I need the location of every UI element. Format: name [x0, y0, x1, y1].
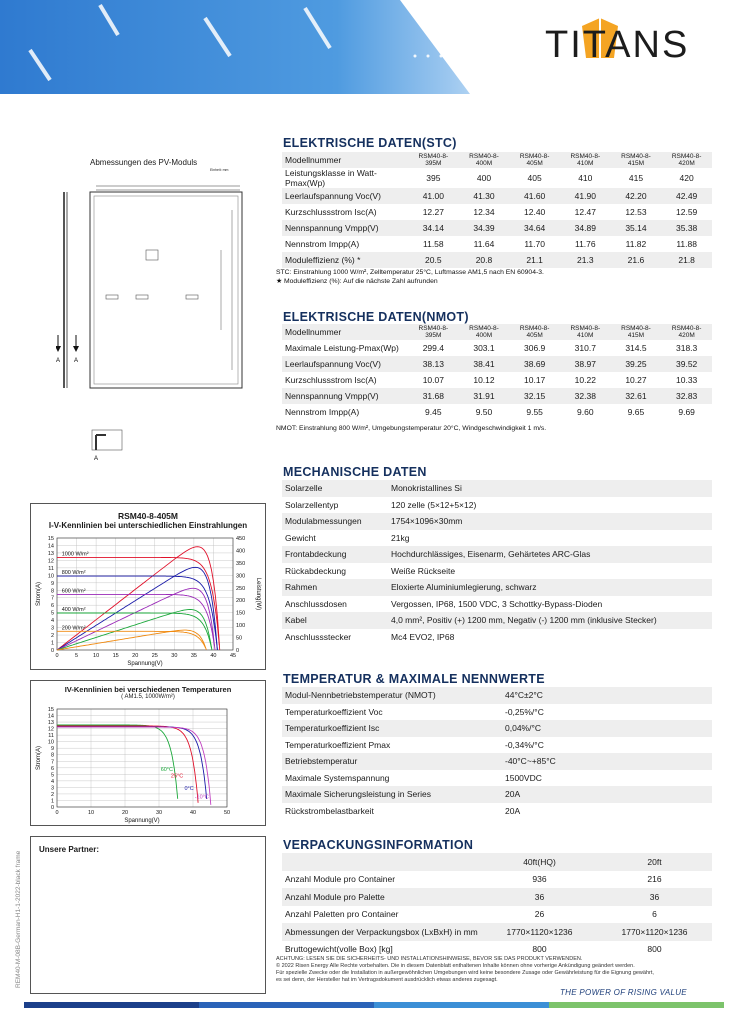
row-value: 21.3 [560, 252, 611, 268]
row-value: 41.00 [408, 188, 459, 204]
row-label: Anzahl Paletten pro Container [285, 909, 399, 920]
stc-note-2: ★ Moduleffizienz (%): Auf die nächste Zahl aufrunden [276, 278, 438, 285]
table-row [282, 579, 712, 596]
row-label: Maximale Sicherungsleistung in Series [282, 786, 502, 803]
row-label: Rückstrombelastbarkeit [285, 805, 374, 816]
row-value: 10.17 [509, 372, 560, 388]
row-value: 9.69 [661, 404, 712, 420]
row-value: 38.13 [408, 356, 459, 372]
x-tick-label: 30 [155, 810, 163, 816]
table-row [282, 152, 712, 168]
row-value: 32.15 [509, 388, 560, 404]
x-tick-label: 5 [75, 653, 79, 659]
chart2-plot [31, 701, 267, 827]
svg-text:A: A [56, 358, 61, 364]
packaging-table [282, 853, 712, 958]
table-row [282, 372, 712, 388]
footer-color-bar [24, 1002, 724, 1008]
stc-note-1: STC: Einstrahlung 1000 W/m², Zelltemperatur 25°C, Luftmasse AM1,5 nach EN 60904-3. [276, 269, 544, 276]
row-value: 21.1 [509, 252, 560, 268]
table-row [282, 324, 712, 340]
table-row [282, 188, 712, 204]
row-label: Solarzelle [282, 480, 388, 497]
row-value: 1770×1120×1236 [482, 923, 597, 941]
chart1-subtitle: I-V-Kennlinien bei unterschiedlichen Einstrahlungen [48, 521, 248, 530]
svg-text:A: A [74, 358, 79, 364]
row-value: 9.45 [408, 404, 459, 420]
row-value: RSM40-8-405M [509, 324, 560, 340]
y-tick-label: 15 [47, 536, 54, 542]
row-value: Weiße Rückseite [391, 565, 456, 576]
nmot-note: NMOT: Einstrahlung 800 W/m², Umgebungstemperatur 20°C, Windgeschwindigkeit 1 m/s. [276, 425, 547, 432]
table-row [282, 753, 712, 770]
legal-notice [276, 956, 706, 984]
row-value: Mc4 EVO2, IP68 [391, 631, 455, 642]
row-label: Nennstrom Impp(A) [282, 236, 408, 252]
row-value: 34.14 [408, 220, 459, 236]
row-label: Leistungsklasse in Watt-Pmax(Wp) [282, 168, 408, 188]
row-label: Modellnummer [282, 324, 408, 340]
module-outline-svg [56, 150, 252, 470]
irradiance-label: 600 W/m² [61, 588, 86, 595]
chart1-plot [31, 530, 267, 672]
packaging-title: VERPACKUNGSINFORMATION [283, 838, 474, 852]
row-value: 120 zelle (5×12+5×12) [391, 499, 477, 510]
legal-line-2: © 2022 Risen Energy Alle Rechte vorbehalten. Die in diesem Datenblatt enthaltenen Inhalte können ohne vorherige Ankündigung geändert werden. [276, 963, 635, 969]
row-value: 12.59 [661, 204, 712, 220]
row-value: 12.34 [459, 204, 510, 220]
brand-slogan: THE POWER OF RISING VALUE [560, 988, 687, 997]
row-value: 936 [532, 874, 547, 885]
legal-line-3: Für spezielle Zwecke oder die Installation in außergewöhnlichen Umgebungen wird keine besondere Zusage oder Gewährleistung für die Eignung gewährt, [276, 970, 654, 976]
mechanical-table [282, 480, 712, 645]
row-value: RSM40-8-400M [459, 324, 510, 340]
table-row [282, 704, 712, 721]
row-label: Modul-Nennbetriebstemperatur (NMOT) [282, 687, 502, 704]
table-row [282, 888, 712, 906]
row-value: 10.12 [459, 372, 510, 388]
row-label: Nennspannung Vmpp(V) [282, 220, 408, 236]
x-tick-label: 25 [151, 653, 158, 659]
row-value: RSM40-8-410M [560, 152, 611, 168]
row-value: 6 [652, 909, 657, 920]
y-tick-label: 4 [50, 778, 54, 785]
y-tick-label: 11 [48, 565, 54, 572]
x-axis-label: Spannung(V) [124, 818, 160, 824]
y-axis-label: Strom(A) [36, 582, 42, 606]
row-value: 9.65 [611, 404, 662, 420]
y2-tick-label: 200 [236, 598, 246, 605]
row-label: Kabel [282, 612, 388, 629]
row-label: Maximale Systemspannung [285, 772, 390, 783]
row-label: Rückabdeckung [285, 565, 346, 576]
row-value: Vergossen, IP68, 1500 VDC, 3 Schottky-Bypass-Dioden [391, 598, 603, 609]
row-label: Temperaturkoeffizient Voc [285, 706, 383, 717]
y2-tick-label: 450 [236, 536, 246, 542]
table-row [282, 497, 712, 514]
row-value: 314.5 [611, 340, 662, 356]
irradiance-label: 800 W/m² [61, 570, 86, 577]
temperature-label: -10°C [194, 794, 209, 801]
row-label: Modulabmessungen [282, 513, 388, 530]
row-label: Modellnummer [282, 152, 408, 168]
row-value: 400 [459, 168, 510, 188]
y-tick-label: 12 [47, 558, 54, 565]
partner-box [30, 836, 266, 994]
y-tick-label: 6 [50, 603, 54, 610]
y-tick-label: 8 [50, 752, 54, 759]
module-dimension-drawing [56, 150, 252, 470]
x-axis-label: Spannung(V) [127, 661, 163, 667]
x-tick-label: 35 [190, 653, 197, 659]
row-value: -40°C~+85°C [502, 753, 712, 770]
x-tick-label: 20 [121, 810, 129, 816]
mechanical-title: MECHANISCHE DATEN [283, 465, 427, 479]
nmot-title: ELEKTRISCHE DATEN(NMOT) [283, 310, 469, 324]
partner-label: Unsere Partner: [39, 845, 100, 854]
iv-irradiance-chart [30, 503, 266, 670]
x-tick-label: 10 [87, 810, 95, 816]
row-label: Anschlussstecker [285, 631, 352, 642]
table-row [282, 220, 712, 236]
row-label: Moduleffizienz (%) * [282, 252, 408, 268]
row-label: Nennspannung Vmpp(V) [282, 388, 408, 404]
row-value: 10.33 [661, 372, 712, 388]
y-tick-label: 8 [50, 588, 54, 595]
y2-axis-label: Leistung(W) [255, 577, 261, 611]
row-value: 21.8 [661, 252, 712, 268]
drawing-title: Abmessungen des PV-Moduls [90, 158, 198, 167]
row-value: 41.60 [509, 188, 560, 204]
y2-tick-label: 300 [236, 573, 246, 580]
table-row [282, 546, 712, 563]
temperature-title: TEMPERATUR & MAXIMALE NENNWERTE [283, 672, 545, 686]
row-value: 415 [611, 168, 662, 188]
row-label: Anschlussdosen [285, 598, 347, 609]
temperature-label: 25°C [170, 773, 184, 780]
y-tick-label: 5 [50, 772, 54, 779]
row-value: Eloxierte Aluminiumlegierung, schwarz [388, 579, 712, 596]
irradiance-label: 1000 W/m² [61, 551, 89, 558]
row-value: 0,04%/°C [502, 720, 712, 737]
row-value: 12.47 [560, 204, 611, 220]
row-value: Monokristallines Si [388, 480, 712, 497]
y-tick-label: 3 [50, 625, 54, 632]
y-tick-label: 7 [50, 759, 54, 766]
table-row [282, 404, 712, 420]
row-value: 800 [532, 944, 547, 955]
y-tick-label: 3 [50, 785, 54, 792]
row-value: 410 [560, 168, 611, 188]
row-value: 41.30 [459, 188, 510, 204]
table-row [282, 252, 712, 268]
document-code: REM40-M-08B-German-H1-1-2022-black frame [15, 850, 22, 988]
row-value: RSM40-8-395M [408, 152, 459, 168]
row-value: RSM40-8-415M [611, 324, 662, 340]
y-tick-label: 9 [50, 580, 54, 587]
row-label: Maximale Leistung-Pmax(Wp) [282, 340, 408, 356]
row-label [282, 853, 482, 871]
row-value: 1770×1120×1236 [597, 923, 712, 941]
row-label: Nennstrom Impp(A) [282, 404, 408, 420]
table-row [282, 236, 712, 252]
table-row [282, 480, 712, 497]
row-value: 34.89 [560, 220, 611, 236]
row-value: 20A [502, 786, 712, 803]
row-value: 11.76 [560, 236, 611, 252]
y-tick-label: 4 [50, 618, 54, 625]
row-value: 40ft(HQ) [482, 853, 597, 871]
row-value: 11.58 [408, 236, 459, 252]
row-value: 12.27 [408, 204, 459, 220]
row-value: 20.5 [408, 252, 459, 268]
row-label: Solarzellentyp [285, 499, 339, 510]
row-value: 20A [505, 805, 521, 816]
table-row [282, 530, 712, 547]
row-value: 38.97 [560, 356, 611, 372]
row-value: 11.82 [611, 236, 662, 252]
table-row [282, 770, 712, 787]
row-value: 395 [408, 168, 459, 188]
row-value: 306.9 [509, 340, 560, 356]
row-value: 12.53 [611, 204, 662, 220]
table-row [282, 687, 712, 704]
x-tick-label: 0 [55, 810, 59, 816]
drawing-unit-note: Einheit: mm [210, 168, 229, 172]
row-label: Bruttogewicht(volle Box) [kg] [285, 944, 393, 955]
y-tick-label: 1 [50, 798, 54, 805]
row-value: 1754×1096×30mm [388, 513, 712, 530]
x-tick-label: 45 [229, 653, 237, 659]
row-label: Betriebstemperatur [282, 753, 502, 770]
row-value: 32.38 [560, 388, 611, 404]
row-value: 9.60 [560, 404, 611, 420]
row-value: RSM40-8-420M [661, 324, 712, 340]
row-value: 11.70 [509, 236, 560, 252]
row-label: Kurzschlussstrom Isc(A) [282, 204, 408, 220]
stc-table [282, 152, 712, 268]
y-tick-label: 1 [50, 640, 54, 647]
y-tick-label: 13 [47, 720, 54, 727]
table-row [282, 388, 712, 404]
table-row [282, 168, 712, 188]
row-value: 31.91 [459, 388, 510, 404]
row-value: 10.27 [611, 372, 662, 388]
y-tick-label: 5 [50, 610, 54, 617]
row-value: 20ft [597, 853, 712, 871]
y-tick-label: 13 [47, 550, 54, 557]
row-value: Hochdurchlässiges, Eisenarm, Gehärtetes ARC-Glas [388, 546, 712, 563]
table-row [282, 629, 712, 646]
y2-tick-label: 100 [236, 623, 246, 630]
y-tick-label: 15 [47, 707, 54, 713]
row-label: Gewicht [285, 532, 316, 543]
row-value: 35.38 [661, 220, 712, 236]
row-value: 20.8 [459, 252, 510, 268]
y-tick-label: 12 [47, 726, 54, 733]
row-label: Kurzschlussstrom Isc(A) [282, 372, 408, 388]
row-value: 34.39 [459, 220, 510, 236]
row-value: RSM40-8-410M [560, 324, 611, 340]
x-tick-label: 20 [132, 653, 139, 659]
y-tick-label: 10 [47, 739, 54, 746]
iv-curve [57, 727, 211, 805]
y2-tick-label: 400 [236, 548, 246, 555]
y-tick-label: 14 [47, 543, 54, 550]
y2-tick-label: 150 [236, 610, 246, 617]
x-tick-label: 15 [112, 653, 119, 659]
irradiance-label: 400 W/m² [61, 607, 86, 614]
iv-curve [57, 725, 178, 799]
x-tick-label: 30 [171, 653, 178, 659]
y-tick-label: 7 [50, 595, 54, 602]
x-tick-label: 0 [55, 653, 59, 659]
page-header [0, 0, 749, 94]
y-tick-label: 2 [50, 633, 54, 640]
row-value: 41.90 [560, 188, 611, 204]
row-label: Anzahl Module pro Container [285, 874, 396, 885]
row-value: 36 [482, 888, 597, 906]
y-axis-label: Strom(A) [36, 746, 42, 770]
row-value: 26 [534, 909, 545, 920]
row-value: 1500VDC [505, 772, 542, 783]
row-value: 9.55 [509, 404, 560, 420]
y2-tick-label: 50 [236, 635, 243, 642]
row-value: 21.6 [611, 252, 662, 268]
table-row [282, 340, 712, 356]
row-value: 310.7 [560, 340, 611, 356]
y-tick-label: 0 [50, 648, 54, 654]
x-tick-label: 10 [93, 653, 100, 659]
row-label: Temperaturkoeffizient Isc [282, 720, 502, 737]
table-header-row [282, 853, 712, 871]
temperature-label: 0°C [184, 786, 194, 793]
table-row [282, 596, 712, 613]
y-tick-label: 10 [47, 573, 54, 580]
y2-tick-label: 350 [236, 560, 246, 567]
row-label: Frontabdeckung [282, 546, 388, 563]
row-value: 216 [647, 874, 662, 885]
x-tick-label: 40 [189, 810, 197, 816]
row-value: 44°C±2°C [502, 687, 712, 704]
table-row [282, 786, 712, 803]
y-tick-label: 2 [50, 791, 54, 798]
row-value: 32.61 [611, 388, 662, 404]
row-value: 9.50 [459, 404, 510, 420]
table-row [282, 204, 712, 220]
row-label: Leerlaufspannung Voc(V) [282, 188, 408, 204]
row-value: 35.14 [611, 220, 662, 236]
row-label: Temperaturkoeffizient Pmax [285, 739, 391, 750]
row-value: 299.4 [408, 340, 459, 356]
row-value: 42.20 [611, 188, 662, 204]
row-value: -0,25%/°C [505, 706, 544, 717]
y-tick-label: 6 [50, 765, 54, 772]
temperature-table [282, 687, 712, 819]
row-value: 420 [661, 168, 712, 188]
table-row [282, 612, 712, 629]
nmot-table [282, 324, 712, 420]
row-value: 39.25 [611, 356, 662, 372]
row-value: RSM40-8-405M [509, 152, 560, 168]
row-value: 36 [597, 888, 712, 906]
row-value: 405 [509, 168, 560, 188]
legal-line-1: ACHTUNG: LESEN SIE DIE SICHERHEITS- UND INSTALLATIONSHINWEISE, BEVOR SIE DAS PRODUKT VERWENDEN. [276, 956, 583, 962]
row-label: Abmessungen der Verpackungsbox (LxBxH) in mm [282, 923, 482, 941]
irradiance-label: 200 W/m² [61, 625, 86, 632]
y2-tick-label: 250 [236, 585, 246, 592]
row-value: 12.40 [509, 204, 560, 220]
row-value: 38.41 [459, 356, 510, 372]
table-row [282, 720, 712, 737]
temperature-label: 60°C [160, 767, 173, 774]
chart1-title: RSM40-8-405M [118, 511, 178, 521]
row-value: 318.3 [661, 340, 712, 356]
row-label: Leerlaufspannung Voc(V) [282, 356, 408, 372]
chart2-title: IV-Kennlinien bei verschiedenen Temperaturen [64, 685, 232, 694]
table-row [282, 356, 712, 372]
legal-line-4: es sei denn, der Hersteller hat im Vertragsdokument ausdrücklich etwas anderes zugesagt. [276, 977, 498, 983]
y-tick-label: 9 [50, 746, 54, 753]
row-value: 10.22 [560, 372, 611, 388]
row-value: 34.64 [509, 220, 560, 236]
y2-tick-label: 0 [236, 648, 240, 654]
row-value: 38.69 [509, 356, 560, 372]
stc-title: ELEKTRISCHE DATEN(STC) [283, 136, 457, 150]
row-value: 11.88 [661, 236, 712, 252]
x-tick-label: 40 [210, 653, 217, 659]
row-value: RSM40-8-420M [661, 152, 712, 168]
table-row [282, 871, 712, 889]
table-row [282, 563, 712, 580]
row-value: 39.52 [661, 356, 712, 372]
brand-logo: TITANS [545, 24, 690, 66]
row-value: RSM40-8-400M [459, 152, 510, 168]
table-row [282, 923, 712, 941]
row-value: 42.49 [661, 188, 712, 204]
row-value: 800 [647, 944, 662, 955]
iv-temperature-chart [30, 680, 266, 826]
y-tick-label: 11 [48, 733, 54, 740]
row-value: -0,34%/°C [505, 739, 544, 750]
table-row [282, 906, 712, 924]
row-value: 4,0 mm², Positiv (+) 1200 mm, Negativ (-) 1200 mm (inklusive Stecker) [388, 612, 712, 629]
row-value: 303.1 [459, 340, 510, 356]
row-value: 31.68 [408, 388, 459, 404]
x-tick-label: 50 [223, 810, 231, 816]
row-value: 21kg [391, 532, 410, 543]
svg-text:A: A [94, 456, 99, 462]
row-value: 32.83 [661, 388, 712, 404]
table-row [282, 513, 712, 530]
row-value: 11.64 [459, 236, 510, 252]
row-label: Anzahl Module pro Palette [282, 888, 482, 906]
table-row [282, 803, 712, 820]
row-label: Rahmen [282, 579, 388, 596]
table-row [282, 737, 712, 754]
row-value: RSM40-8-395M [408, 324, 459, 340]
y-tick-label: 0 [50, 805, 54, 811]
chart2-subtitle: ( AM1.5, 1000W/m²) [121, 694, 175, 700]
row-value: RSM40-8-415M [611, 152, 662, 168]
y-tick-label: 14 [47, 713, 54, 720]
row-value: 10.07 [408, 372, 459, 388]
